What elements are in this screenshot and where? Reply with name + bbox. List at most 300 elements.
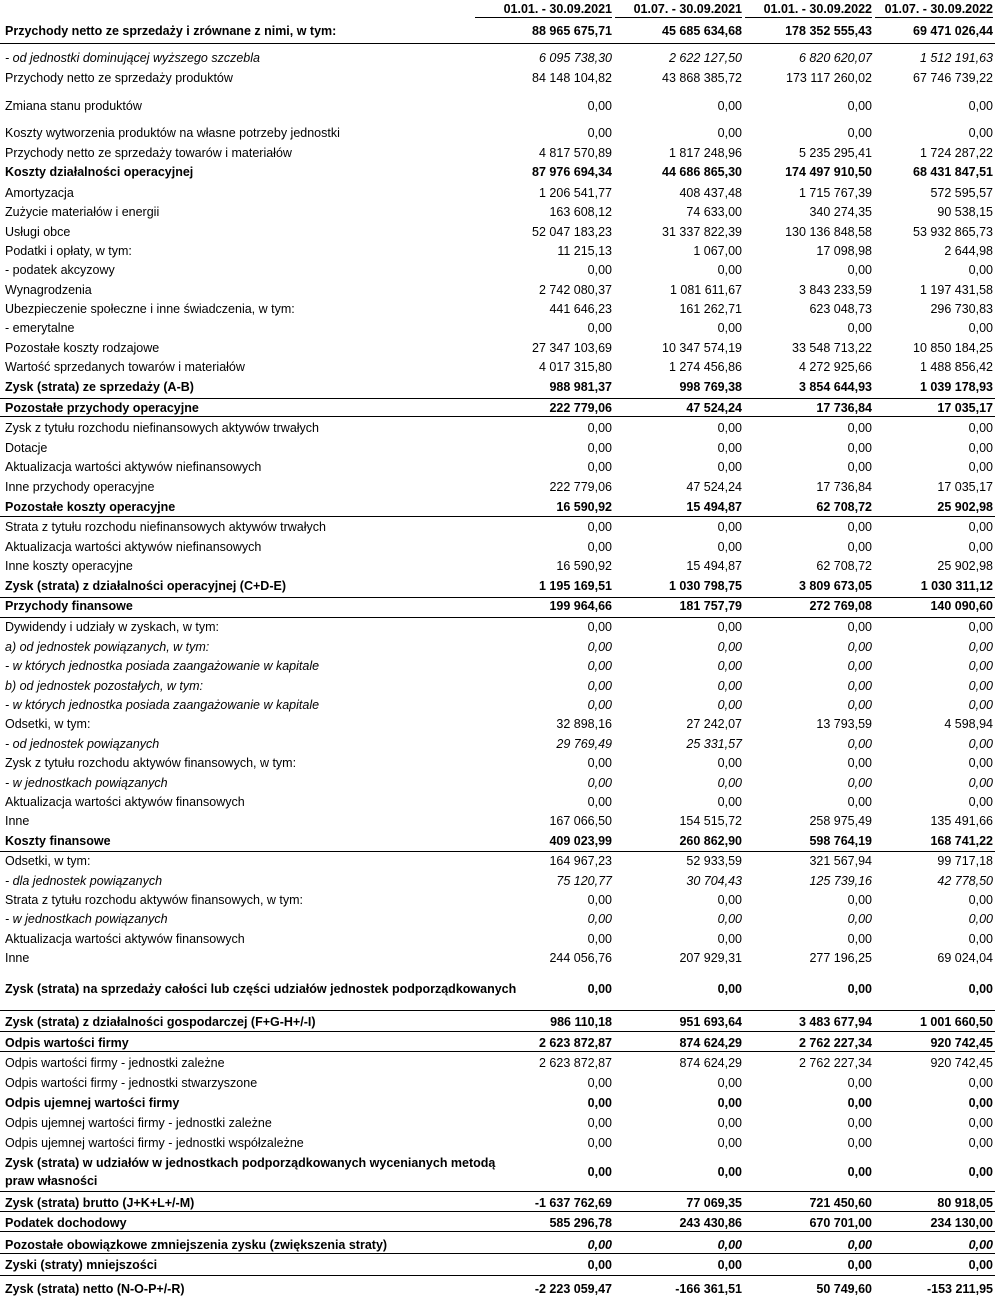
row-value-col1: 163 608,12 — [549, 205, 612, 219]
row-value-col1: 32 898,16 — [556, 717, 612, 731]
row-label: - w których jednostka posiada zaangażowanie w kapitale — [5, 659, 320, 673]
row-value-col3: 0,00 — [847, 620, 872, 634]
row-value-col1: 0,00 — [587, 421, 612, 435]
row-value-col2: 874 624,29 — [679, 1056, 742, 1070]
row-label: - od jednostek powiązanych — [5, 737, 160, 751]
row-value-col1: 0,00 — [587, 263, 612, 277]
row-label: - dla jednostek powiązanych — [5, 874, 163, 888]
row-separator — [0, 416, 995, 417]
row-value-col1: -2 223 059,47 — [534, 1282, 612, 1296]
row-value-col1: 27 347 103,69 — [532, 341, 612, 355]
row-value-col4: 0,00 — [968, 620, 993, 634]
row-label: Odsetki, w tym: — [5, 854, 91, 868]
row-label: Koszty wytworzenia produktów na własne potrzeby jednostki — [5, 126, 340, 140]
row-label: Ubezpieczenie społeczne i inne świadczenia, w tym: — [5, 302, 295, 316]
row-value-col4: 69 471 026,44 — [913, 24, 993, 38]
row-label: Zysk (strata) brutto (J+K+L+/-M) — [5, 1196, 195, 1210]
row-label: Aktualizacja wartości aktywów finansowych — [5, 932, 245, 946]
row-label: Zysk (strata) ze sprzedaży (A-B) — [5, 380, 194, 394]
row-label: Przychody netto ze sprzedaży produktów — [5, 71, 233, 85]
row-value-col1: 4 817 570,89 — [539, 146, 612, 160]
row-value-col2: 0,00 — [717, 640, 742, 654]
row-value-col3: 0,00 — [847, 982, 872, 996]
row-value-col1: 167 066,50 — [549, 814, 612, 828]
row-value-col2: 951 693,64 — [679, 1015, 742, 1029]
row-value-col1: 4 017 315,80 — [539, 360, 612, 374]
row-value-col3: 0,00 — [847, 776, 872, 790]
row-value-col1: 0,00 — [587, 540, 612, 554]
row-value-col4: 25 902,98 — [937, 500, 993, 514]
row-label: - w których jednostka posiada zaangażowanie w kapitale — [5, 698, 320, 712]
row-label: Odpis wartości firmy - jednostki stwarzyszone — [5, 1076, 258, 1090]
row-label: Odpis wartości firmy - jednostki zależne — [5, 1056, 225, 1070]
row-value-col2: 874 624,29 — [679, 1036, 742, 1050]
row-value-col3: 321 567,94 — [809, 854, 872, 868]
row-separator — [0, 1211, 995, 1212]
column-header-4: 01.07. - 30.09.2022 — [875, 2, 993, 18]
row-label: Pozostałe obowiązkowe zmniejszenia zysku (zwiększenia straty) — [5, 1238, 388, 1252]
row-value-col1: 0,00 — [587, 893, 612, 907]
row-separator — [0, 617, 995, 618]
row-label: Przychody finansowe — [5, 599, 133, 613]
row-label: Amortyzacja — [5, 186, 74, 200]
row-value-col3: 0,00 — [847, 1116, 872, 1130]
row-value-col1: 0,00 — [587, 441, 612, 455]
row-value-col4: 0,00 — [968, 1258, 993, 1272]
row-value-col2: 0,00 — [717, 679, 742, 693]
row-label: Koszty działalności operacyjnej — [5, 165, 194, 179]
row-value-col1: 0,00 — [587, 982, 612, 996]
row-value-col4: 140 090,60 — [930, 599, 993, 613]
row-value-col4: 17 035,17 — [937, 401, 993, 415]
row-label: Zużycie materiałów i energii — [5, 205, 160, 219]
row-label: Podatki i opłaty, w tym: — [5, 244, 132, 258]
row-value-col4: 0,00 — [968, 1165, 993, 1179]
row-value-col1: 222 779,06 — [549, 401, 612, 415]
row-value-col4: 99 717,18 — [937, 854, 993, 868]
row-value-col4: 0,00 — [968, 982, 993, 996]
row-value-col1: 84 148 104,82 — [532, 71, 612, 85]
row-value-col4: 0,00 — [968, 795, 993, 809]
row-value-col4: 0,00 — [968, 932, 993, 946]
row-value-col3: 0,00 — [847, 912, 872, 926]
row-value-col1: 0,00 — [587, 1096, 612, 1110]
row-label: Inne — [5, 951, 30, 965]
row-label: Pozostałe przychody operacyjne — [5, 401, 199, 415]
column-header-2: 01.07. - 30.09.2021 — [615, 2, 742, 18]
row-value-col2: 0,00 — [717, 982, 742, 996]
row-value-col1: 0,00 — [587, 912, 612, 926]
row-value-col2: 0,00 — [717, 620, 742, 634]
row-value-col1: 0,00 — [587, 99, 612, 113]
row-value-col3: 272 769,08 — [809, 599, 872, 613]
row-value-col3: 2 762 227,34 — [799, 1056, 872, 1070]
row-value-col4: 0,00 — [968, 540, 993, 554]
row-value-col2: 998 769,38 — [679, 380, 742, 394]
row-value-col3: 0,00 — [847, 321, 872, 335]
row-value-col4: 1 030 311,12 — [920, 579, 993, 593]
row-label: Strata z tytułu rozchodu aktywów finansowych, w tym: — [5, 893, 304, 907]
row-value-col3: 33 548 713,22 — [792, 341, 872, 355]
row-label: Pozostałe koszty rodzajowe — [5, 341, 160, 355]
row-value-col2: 0,00 — [717, 99, 742, 113]
row-separator — [0, 516, 995, 517]
row-value-col3: 0,00 — [847, 1258, 872, 1272]
row-value-col1: 2 623 872,87 — [539, 1036, 612, 1050]
row-value-col4: 0,00 — [968, 679, 993, 693]
row-label: - emerytalne — [5, 321, 75, 335]
row-value-col3: 340 274,35 — [809, 205, 872, 219]
row-label: Zyski (straty) mniejszości — [5, 1258, 158, 1272]
row-label: Zysk z tytułu rozchodu niefinansowych aktywów trwałych — [5, 421, 320, 435]
row-label: Zysk (strata) z działalności gospodarczej (F+G-H+/-I) — [5, 1015, 316, 1029]
row-value-col4: 0,00 — [968, 1076, 993, 1090]
row-value-col4: 90 538,15 — [937, 205, 993, 219]
row-value-col1: 0,00 — [587, 126, 612, 140]
row-label: Odpis ujemnej wartości firmy - jednostki współzależne — [5, 1136, 304, 1150]
row-value-col2: 1 030 798,75 — [669, 579, 742, 593]
column-header-1: 01.01. - 30.09.2021 — [475, 2, 612, 18]
row-value-col1: 1 195 169,51 — [539, 579, 612, 593]
row-label: Przychody netto ze sprzedaży i zrównane z nimi, w tym: — [5, 24, 337, 38]
row-value-col2: 45 685 634,68 — [662, 24, 742, 38]
row-value-col2: 154 515,72 — [679, 814, 742, 828]
row-value-col1: 6 095 738,30 — [539, 51, 612, 65]
row-label: a) od jednostek powiązanych, w tym: — [5, 640, 210, 654]
row-value-col1: 222 779,06 — [549, 480, 612, 494]
row-value-col4: 0,00 — [968, 1136, 993, 1150]
row-value-col4: 572 595,57 — [930, 186, 993, 200]
row-value-col2: 0,00 — [717, 263, 742, 277]
row-label: Inne koszty operacyjne — [5, 559, 133, 573]
row-value-col2: 2 622 127,50 — [669, 51, 742, 65]
row-value-col3: 130 136 848,58 — [785, 225, 872, 239]
row-value-col2: 44 686 865,30 — [662, 165, 742, 179]
row-value-col4: 135 491,66 — [930, 814, 993, 828]
row-value-col3: 0,00 — [847, 1136, 872, 1150]
row-value-col2: 77 069,35 — [686, 1196, 742, 1210]
row-value-col1: 0,00 — [587, 1165, 612, 1179]
row-value-col4: 0,00 — [968, 1096, 993, 1110]
row-label: Zysk (strata) netto (N-O-P+/-R) — [5, 1282, 185, 1296]
row-separator — [0, 1191, 995, 1192]
row-value-col3: 0,00 — [847, 460, 872, 474]
row-value-col1: 0,00 — [587, 1238, 612, 1252]
row-value-col2: 0,00 — [717, 1238, 742, 1252]
row-label: Zysk (strata) w udziałów w jednostkach podporządkowanych wycenianych metodą — [5, 1156, 496, 1170]
row-value-col3: 623 048,73 — [809, 302, 872, 316]
row-value-col3: 0,00 — [847, 263, 872, 277]
row-value-col3: 1 715 767,39 — [799, 186, 872, 200]
row-value-col3: 0,00 — [847, 1096, 872, 1110]
row-value-col1: 585 296,78 — [549, 1216, 612, 1230]
row-value-col2: 0,00 — [717, 1258, 742, 1272]
row-value-col3: 258 975,49 — [809, 814, 872, 828]
row-value-col1: 16 590,92 — [556, 559, 612, 573]
row-value-col1: 75 120,77 — [556, 874, 612, 888]
row-value-col2: 0,00 — [717, 421, 742, 435]
row-value-col4: 0,00 — [968, 126, 993, 140]
row-value-col2: 0,00 — [717, 659, 742, 673]
row-value-col3: 62 708,72 — [816, 500, 872, 514]
row-label: Aktualizacja wartości aktywów finansowych — [5, 795, 245, 809]
row-value-col2: 1 274 456,86 — [669, 360, 742, 374]
row-value-col1: 29 769,49 — [556, 737, 612, 751]
row-value-col1: 2 623 872,87 — [539, 1056, 612, 1070]
row-label: Dywidendy i udziały w zyskach, w tym: — [5, 620, 219, 634]
row-value-col4: 168 741,22 — [930, 834, 993, 848]
row-value-col3: 0,00 — [847, 1165, 872, 1179]
row-label: Dotacje — [5, 441, 48, 455]
row-value-col2: 0,00 — [717, 795, 742, 809]
row-value-col3: 174 497 910,50 — [785, 165, 872, 179]
row-separator — [0, 1010, 995, 1011]
row-value-col4: 25 902,98 — [937, 559, 993, 573]
row-value-col3: 0,00 — [847, 126, 872, 140]
row-label: Aktualizacja wartości aktywów niefinansowych — [5, 460, 262, 474]
row-label: - podatek akcyzowy — [5, 263, 115, 277]
row-label: - w jednostkach powiązanych — [5, 912, 168, 926]
row-label: Odpis ujemnej wartości firmy - jednostki zależne — [5, 1116, 272, 1130]
row-value-col4: 10 850 184,25 — [913, 341, 993, 355]
row-value-col3: 0,00 — [847, 756, 872, 770]
row-value-col3: 0,00 — [847, 659, 872, 673]
row-value-col2: 161 262,71 — [679, 302, 742, 316]
row-value-col1: 244 056,76 — [549, 951, 612, 965]
row-separator — [0, 1253, 995, 1254]
row-value-col4: 2 644,98 — [944, 244, 993, 258]
row-label: Wynagrodzenia — [5, 283, 92, 297]
row-label: Strata z tytułu rozchodu niefinansowych aktywów trwałych — [5, 520, 326, 534]
row-value-col1: 0,00 — [587, 795, 612, 809]
row-value-col2: 1 817 248,96 — [669, 146, 742, 160]
row-value-col1: 2 742 080,37 — [539, 283, 612, 297]
row-value-col1: 199 964,66 — [549, 599, 612, 613]
row-value-col4: 53 932 865,73 — [913, 225, 993, 239]
row-label: Zysk (strata) na sprzedaży całości lub części udziałów jednostek podporządkowanych — [5, 982, 517, 996]
row-value-col2: 243 430,86 — [679, 1216, 742, 1230]
row-label: Usługi obce — [5, 225, 71, 239]
row-value-col3: 0,00 — [847, 421, 872, 435]
row-value-col3: 0,00 — [847, 795, 872, 809]
row-value-col1: 0,00 — [587, 520, 612, 534]
row-value-col4: 0,00 — [968, 460, 993, 474]
row-value-col1: 0,00 — [587, 698, 612, 712]
row-value-col1: 0,00 — [587, 1076, 612, 1090]
row-value-col2: 10 347 574,19 — [662, 341, 742, 355]
row-value-col1: 0,00 — [587, 932, 612, 946]
row-separator — [0, 1231, 995, 1232]
row-value-col2: 15 494,87 — [686, 559, 742, 573]
row-value-col3: 4 272 925,66 — [799, 360, 872, 374]
row-value-col3: 0,00 — [847, 698, 872, 712]
row-value-col3: 0,00 — [847, 99, 872, 113]
row-value-col4: 0,00 — [968, 756, 993, 770]
row-value-col2: 0,00 — [717, 1136, 742, 1150]
row-label: Wartość sprzedanych towarów i materiałów — [5, 360, 245, 374]
row-value-col1: -1 637 762,69 — [534, 1196, 612, 1210]
row-value-col4: 69 024,04 — [937, 951, 993, 965]
row-value-col2: 0,00 — [717, 756, 742, 770]
row-value-col2: 47 524,24 — [686, 401, 742, 415]
row-value-col4: 920 742,45 — [930, 1056, 993, 1070]
row-separator — [0, 851, 995, 852]
row-separator — [0, 43, 995, 44]
row-label-continuation: praw własności — [5, 1174, 98, 1188]
row-value-col1: 0,00 — [587, 679, 612, 693]
row-value-col3: 5 235 295,41 — [799, 146, 872, 160]
row-value-col4: 0,00 — [968, 321, 993, 335]
row-value-col4: 1 512 191,63 — [920, 51, 993, 65]
row-value-col3: 0,00 — [847, 1076, 872, 1090]
row-value-col3: 0,00 — [847, 932, 872, 946]
row-value-col3: 6 820 620,07 — [799, 51, 872, 65]
row-value-col2: 74 633,00 — [686, 205, 742, 219]
row-value-col2: 1 067,00 — [693, 244, 742, 258]
row-value-col2: 0,00 — [717, 126, 742, 140]
row-value-col2: 0,00 — [717, 1116, 742, 1130]
row-value-col2: 0,00 — [717, 460, 742, 474]
row-value-col2: 0,00 — [717, 698, 742, 712]
row-label: Pozostałe koszty operacyjne — [5, 500, 176, 514]
row-value-col2: 0,00 — [717, 1165, 742, 1179]
row-value-col2: 0,00 — [717, 912, 742, 926]
row-separator — [0, 597, 995, 598]
row-value-col4: 1 724 287,22 — [920, 146, 993, 160]
row-value-col4: 296 730,83 — [930, 302, 993, 316]
row-value-col4: 234 130,00 — [930, 1216, 993, 1230]
row-value-col1: 0,00 — [587, 321, 612, 335]
row-value-col4: -153 211,95 — [926, 1282, 993, 1296]
row-value-col2: 408 437,48 — [679, 186, 742, 200]
row-value-col1: 11 215,13 — [557, 244, 612, 258]
row-value-col3: 3 483 677,94 — [799, 1015, 872, 1029]
row-value-col3: 178 352 555,43 — [785, 24, 872, 38]
row-value-col3: 3 809 673,05 — [799, 579, 872, 593]
row-value-col3: 721 450,60 — [809, 1196, 872, 1210]
row-value-col3: 670 701,00 — [809, 1216, 872, 1230]
row-label: Przychody netto ze sprzedaży towarów i materiałów — [5, 146, 292, 160]
row-value-col2: 260 862,90 — [679, 834, 742, 848]
row-value-col2: 25 331,57 — [686, 737, 742, 751]
row-value-col4: 0,00 — [968, 1238, 993, 1252]
row-value-col3: 17 736,84 — [816, 401, 872, 415]
row-value-col2: 27 242,07 — [686, 717, 742, 731]
row-value-col1: 0,00 — [587, 640, 612, 654]
row-value-col4: 0,00 — [968, 893, 993, 907]
row-value-col4: 920 742,45 — [930, 1036, 993, 1050]
row-value-col3: 0,00 — [847, 737, 872, 751]
row-value-col4: 0,00 — [968, 912, 993, 926]
row-value-col2: -166 361,51 — [675, 1282, 742, 1296]
row-label: b) od jednostek pozostałych, w tym: — [5, 679, 204, 693]
row-label: Koszty finansowe — [5, 834, 111, 848]
row-value-col2: 181 757,79 — [679, 599, 742, 613]
row-value-col1: 0,00 — [587, 1258, 612, 1272]
row-value-col4: 0,00 — [968, 698, 993, 712]
row-value-col4: 42 778,50 — [937, 874, 993, 888]
row-value-col2: 47 524,24 — [686, 480, 742, 494]
row-value-col1: 409 023,99 — [549, 834, 612, 848]
row-value-col4: 0,00 — [968, 421, 993, 435]
row-value-col3: 17 736,84 — [816, 480, 872, 494]
row-label: Zmiana stanu produktów — [5, 99, 142, 113]
row-value-col2: 52 933,59 — [686, 854, 742, 868]
row-value-col4: 1 001 660,50 — [920, 1015, 993, 1029]
row-value-col4: 1 039 178,93 — [920, 380, 993, 394]
row-value-col3: 125 739,16 — [809, 874, 872, 888]
row-value-col1: 0,00 — [587, 620, 612, 634]
row-value-col3: 17 098,98 — [816, 244, 872, 258]
row-value-col1: 0,00 — [587, 460, 612, 474]
row-value-col2: 0,00 — [717, 893, 742, 907]
row-value-col2: 0,00 — [717, 932, 742, 946]
row-value-col1: 87 976 694,34 — [532, 165, 612, 179]
row-value-col4: 0,00 — [968, 737, 993, 751]
row-value-col1: 52 047 183,23 — [532, 225, 612, 239]
row-value-col2: 207 929,31 — [679, 951, 742, 965]
row-value-col3: 3 843 233,59 — [799, 283, 872, 297]
row-value-col3: 0,00 — [847, 441, 872, 455]
row-value-col1: 1 206 541,77 — [539, 186, 612, 200]
row-value-col2: 15 494,87 — [686, 500, 742, 514]
row-value-col2: 0,00 — [717, 441, 742, 455]
row-value-col3: 0,00 — [847, 520, 872, 534]
row-value-col4: 0,00 — [968, 776, 993, 790]
row-value-col4: 0,00 — [968, 263, 993, 277]
row-value-col4: 68 431 847,51 — [913, 165, 993, 179]
row-value-col3: 62 708,72 — [816, 559, 872, 573]
row-value-col3: 50 749,60 — [816, 1282, 872, 1296]
row-value-col3: 0,00 — [847, 540, 872, 554]
row-value-col1: 0,00 — [587, 1136, 612, 1150]
row-value-col4: 17 035,17 — [937, 480, 993, 494]
row-value-col4: 0,00 — [968, 520, 993, 534]
row-value-col2: 0,00 — [717, 1096, 742, 1110]
row-value-col3: 0,00 — [847, 679, 872, 693]
row-value-col3: 0,00 — [847, 1238, 872, 1252]
row-value-col4: 1 197 431,58 — [920, 283, 993, 297]
row-label: Aktualizacja wartości aktywów niefinansowych — [5, 540, 262, 554]
row-label: - w jednostkach powiązanych — [5, 776, 168, 790]
row-value-col4: 67 746 739,22 — [913, 71, 993, 85]
row-separator — [0, 1031, 995, 1032]
row-value-col2: 0,00 — [717, 776, 742, 790]
row-value-col2: 30 704,43 — [686, 874, 742, 888]
row-value-col4: 0,00 — [968, 659, 993, 673]
row-value-col4: 4 598,94 — [944, 717, 993, 731]
row-value-col1: 16 590,92 — [556, 500, 612, 514]
row-label: Odpis wartości firmy — [5, 1036, 129, 1050]
row-value-col1: 164 967,23 — [549, 854, 612, 868]
row-value-col3: 13 793,59 — [816, 717, 872, 731]
row-separator — [0, 398, 995, 399]
row-value-col1: 0,00 — [587, 776, 612, 790]
row-label: Zysk z tytułu rozchodu aktywów finansowych, w tym: — [5, 756, 297, 770]
row-value-col1: 988 981,37 — [549, 380, 612, 394]
row-value-col2: 1 081 611,67 — [669, 283, 742, 297]
row-value-col1: 0,00 — [587, 659, 612, 673]
row-value-col3: 598 764,19 — [809, 834, 872, 848]
column-header-3: 01.01. - 30.09.2022 — [745, 2, 872, 18]
row-value-col2: 43 868 385,72 — [662, 71, 742, 85]
row-value-col4: 0,00 — [968, 1116, 993, 1130]
row-value-col3: 277 196,25 — [809, 951, 872, 965]
row-value-col2: 31 337 822,39 — [662, 225, 742, 239]
row-value-col1: 441 646,23 — [549, 302, 612, 316]
row-value-col3: 3 854 644,93 — [799, 380, 872, 394]
row-value-col2: 0,00 — [717, 321, 742, 335]
